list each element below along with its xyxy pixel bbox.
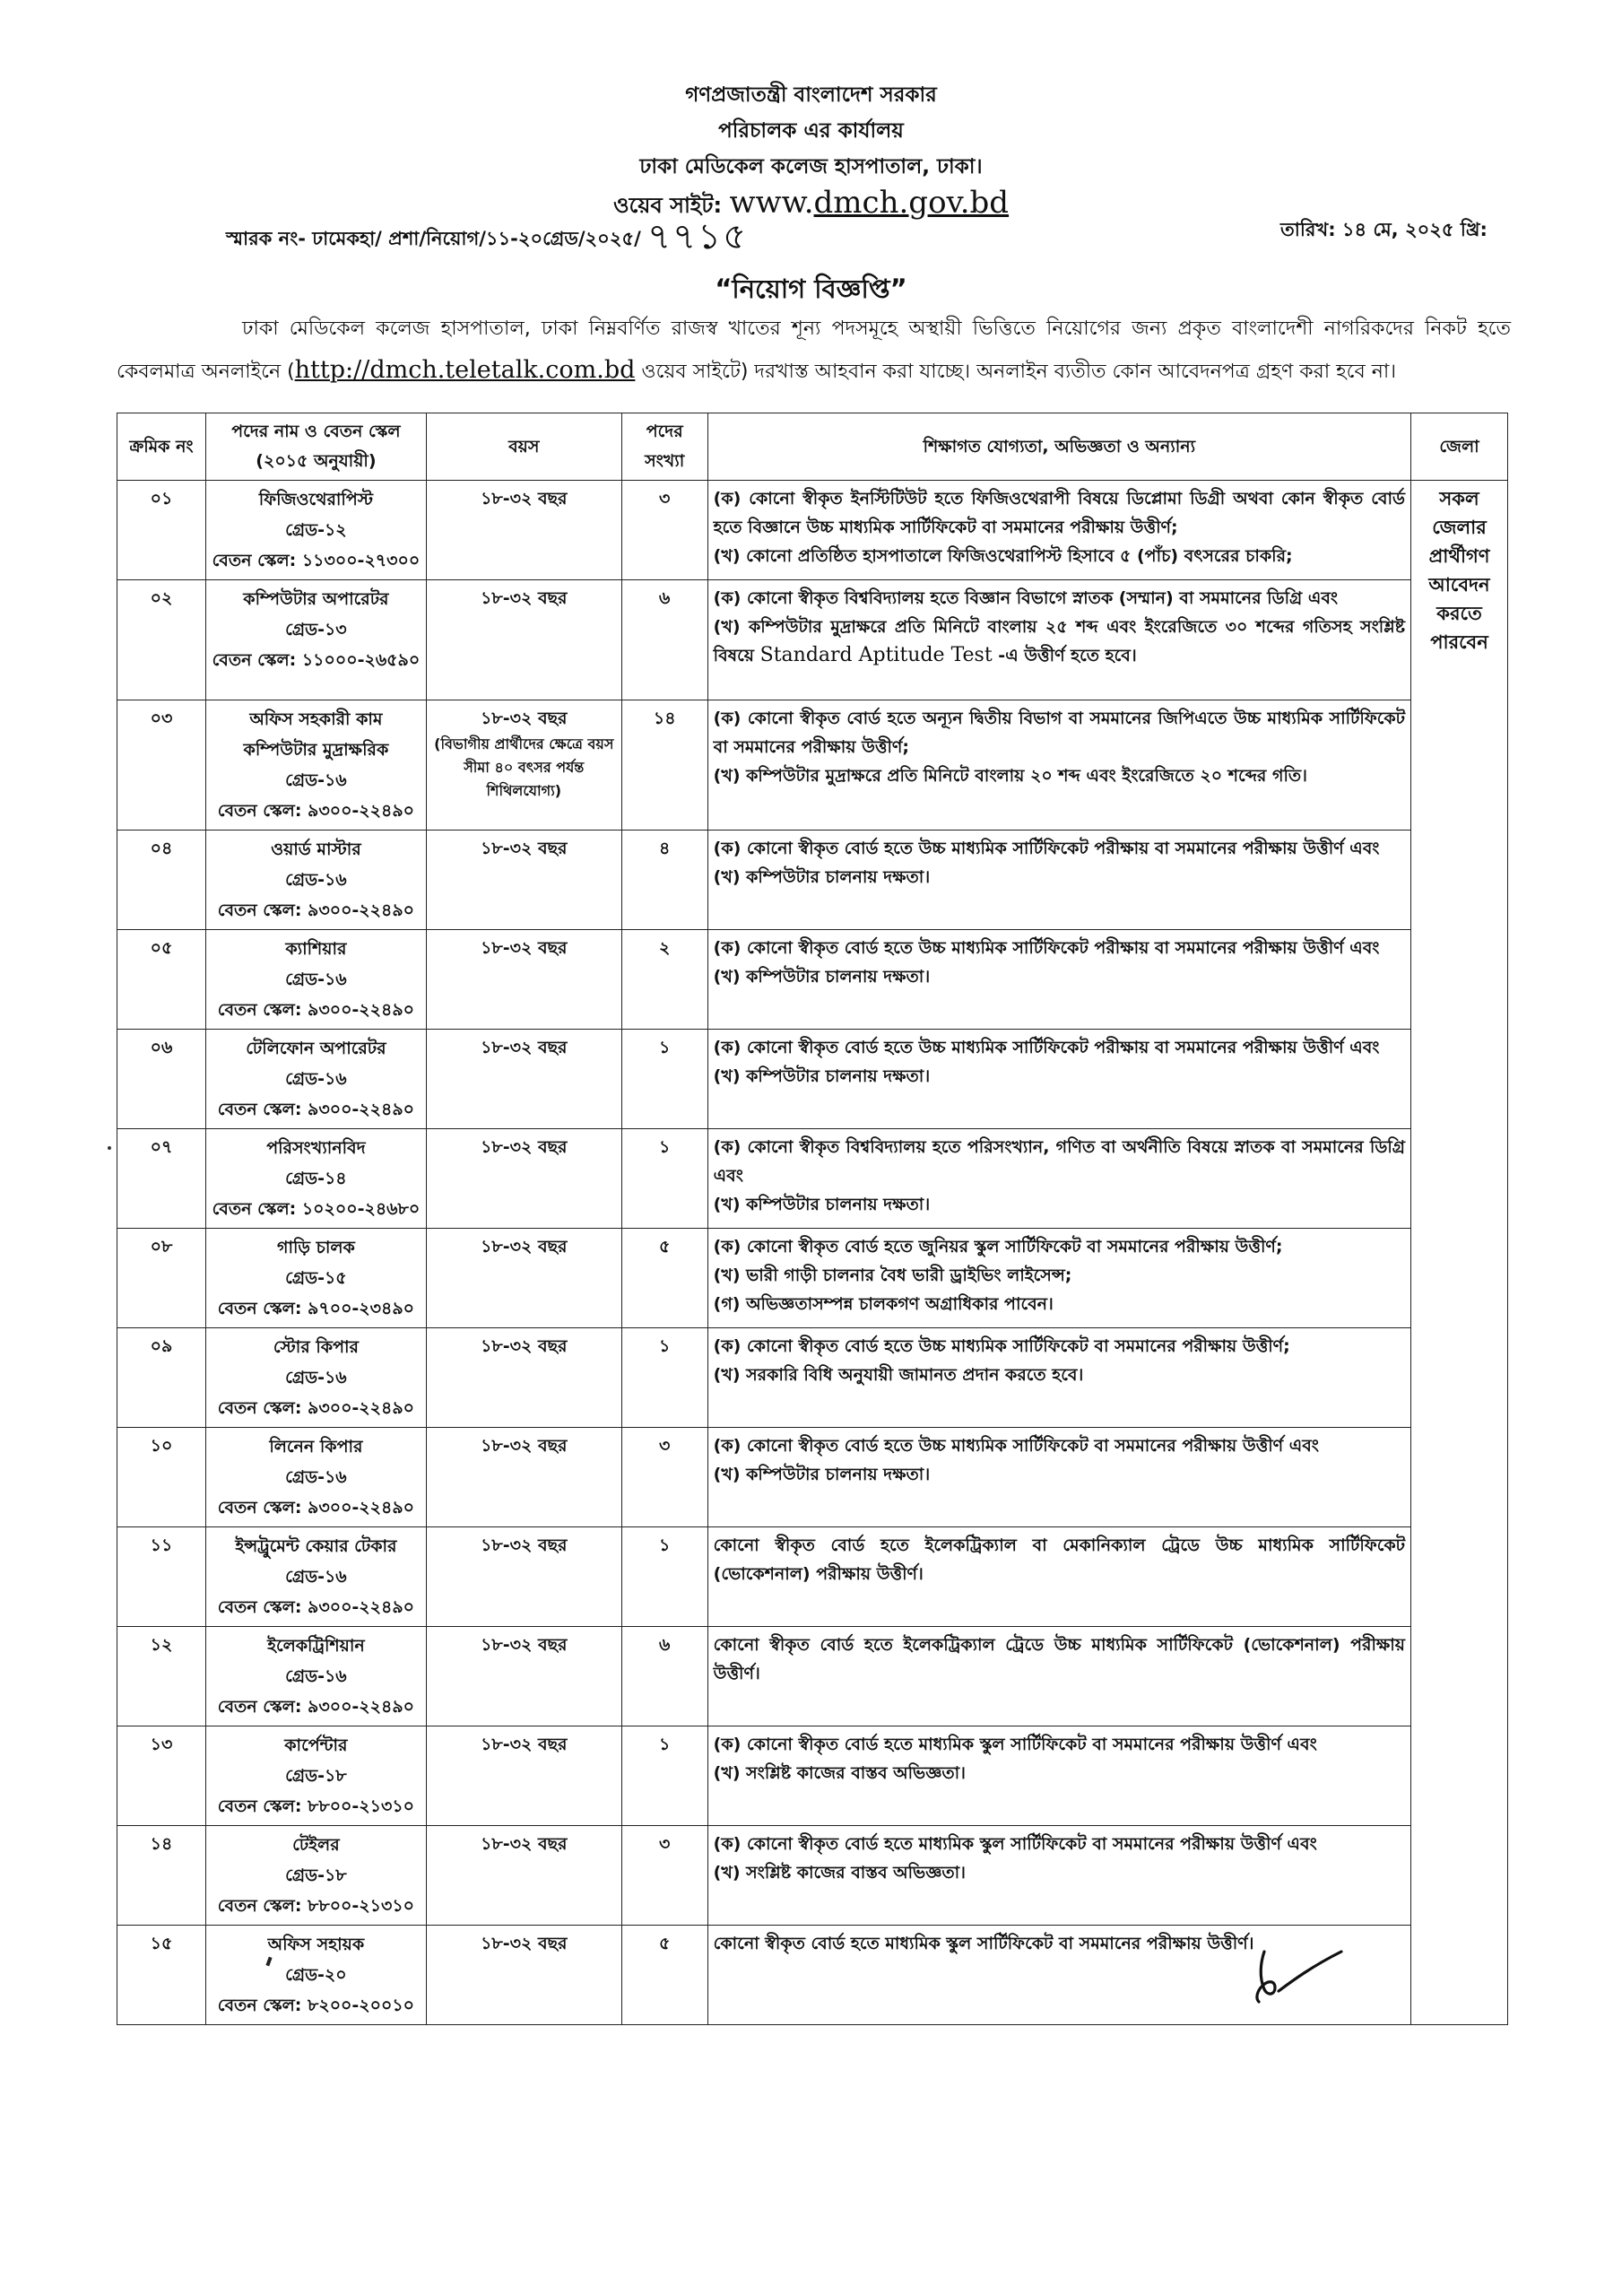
post-cell [205,1030,426,1129]
vacancy-table [117,413,1508,2025]
post-name: টেলিফোন অপারেটর [246,1039,386,1058]
post-count-cell: ৩ [621,1826,707,1926]
qualification-line: (খ) সংশ্লিষ্ট কাজের বাস্তব অভিজ্ঞতা। [713,1763,966,1783]
age-cell [426,1726,621,1826]
post-count-cell: ১ [621,1527,707,1627]
qualification-line: কোনো স্বীকৃত বোর্ড হতে ইলেকট্রিক্যাল ট্রেডে উচ্চ মাধ্যমিক সার্টিফিকেট (ভোকেশনাল) পরীক্ষায় উত্তীর্ণ। [713,1635,1405,1683]
qualification-cell [707,1030,1410,1129]
intro-part2: ওয়েব সাইটে) দরখাস্ত আহবান করা যাচ্ছে। অনলাইন ব্যতীত কোন আবেদনপত্র গ্রহণ করা হবে না। [635,361,1397,383]
table-row [117,1030,1508,1129]
qualification-text: (খ) কম্পিউটার মুদ্রাক্ষরে প্রতি মিনিটে বাংলায় ২৫ শব্দ এবং ইংরেজিতে ৩০ শব্দের গতিসহ সংশ্লিষ্ট বিষয়ে [713,617,1405,665]
qualification-cell [707,1129,1410,1229]
post-grade: গ্রেড-১৪ [285,1169,347,1188]
age-cell [426,1328,621,1428]
header-qualification: শিক্ষাগত যোগ্যতা, অভিজ্ঞতা ও অন্যান্য [707,413,1410,481]
post-grade: গ্রেড-১৬ [285,770,347,790]
qualification-line: (খ) কম্পিউটার চালনায় দক্ষতা। [713,967,931,987]
pay-scale: বেতন স্কেল: ৯৩০০-২২৪৯০ [217,1398,415,1418]
qualification-line: (ক) কোনো স্বীকৃত ইনস্টিটিউট হতে ফিজিওথেরাপী বিষয়ে ডিপ্লোমা ডিগ্রী অথবা কোন স্বীকৃত বোর্ড হতে বিজ্ঞানে উচ্চ মাধ্যমিক সার্টিফিকেট বা সমমানের পরীক্ষায় উত্তীর্ণ; [713,489,1405,537]
serial-cell: ০৫ [117,930,206,1030]
pay-scale: বেতন স্কেল: ৯৩০০-২২৪৯০ [217,1597,415,1617]
serial-cell: ০৭ [117,1129,206,1229]
table-row [117,1428,1508,1527]
post-cell [205,1229,426,1328]
qualification-cell [707,700,1410,831]
post-count-cell: ৪ [621,831,707,930]
age-range: ১৮-৩২ বছর [481,839,568,858]
serial-cell: ১৫ [117,1926,206,2025]
qualification-line: (গ) অভিজ্ঞতাসম্পন্ন চালকগণ অগ্রাধিকার পাবেন। [713,1294,1054,1314]
post-name: ওয়ার্ড মাস্টার [271,839,361,859]
qualification-line: (খ) ভারী গাড়ী চালনার বৈধ ভারী ড্রাইভিং লাইসেন্স; [713,1265,1072,1285]
serial-cell: ০৩ [117,700,206,831]
age-cell [426,1826,621,1926]
table-row [117,1129,1508,1229]
post-grade: গ্রেড-১৩ [285,620,347,639]
age-range: ১৮-৩২ বছর [481,1735,568,1754]
age-cell [426,700,621,831]
post-grade: গ্রেড-১৬ [285,870,347,890]
website-domain: dmch.gov.bd [813,185,1010,221]
age-range: ১৮-৩২ বছর [481,1934,568,1953]
age-cell [426,1030,621,1129]
header-age: বয়স [426,413,621,481]
post-count-cell: ২ [621,930,707,1030]
post-name: ইন্সট্রুমেন্ট কেয়ার টেকার [235,1536,397,1556]
post-count-cell: ১ [621,1030,707,1129]
table-row [117,700,1508,831]
age-cell [426,1627,621,1726]
age-range: ১৮-৩২ বছর [481,1038,568,1057]
qualification-cell [707,1328,1410,1428]
qualification-line: (খ) সংশ্লিষ্ট কাজের বাস্তব অভিজ্ঞতা। [713,1863,966,1883]
qualification-line: (ক) কোনো স্বীকৃত বিশ্ববিদ্যালয় হতে বিজ্ঞান বিভাগে স্নাতক (সম্মান) বা সমমানের ডিগ্রি এবং [713,588,1339,608]
qualification-line: (খ) কম্পিউটার চালনায় দক্ষতা। [713,1195,931,1214]
serial-cell: ০২ [117,580,206,700]
post-grade: গ্রেড-১৬ [285,970,347,989]
post-cell [205,930,426,1030]
qualification-line: (খ) কোনো প্রতিষ্ঠিত হাসপাতালে ফিজিওথেরাপিস্ট হিসাবে ৫ (পাঁচ) বৎসরের চাকরি; [713,546,1293,566]
post-name: ফিজিওথেরাপিস্ট [258,490,373,509]
qualification-cell [707,1726,1410,1826]
table-header-row [117,413,1508,481]
post-grade: গ্রেড-১৬ [285,1567,347,1587]
age-cell [426,1926,621,2025]
header-post: পদের নাম ও বেতন স্কেল (২০১৫ অনুযায়ী) [205,413,426,481]
intro-paragraph [117,309,1511,393]
age-range: ১৮-৩২ বছর [481,588,568,608]
office-name: পরিচালক এর কার্যালয় [718,119,904,143]
qualification-line: (ক) কোনো স্বীকৃত বোর্ড হতে উচ্চ মাধ্যমিক সার্টিফিকেট বা সমমানের পরীক্ষায় উত্তীর্ণ; [713,1336,1290,1356]
post-cell [205,1428,426,1527]
qualification-line: কোনো স্বীকৃত বোর্ড হতে মাধ্যমিক স্কুল সার্টিফিকেট বা সমমানের পরীক্ষায় উত্তীর্ণ। [713,1934,1254,1953]
age-range: ১৮-৩২ বছর [481,1535,568,1555]
post-name: টেইলর [292,1835,340,1855]
age-range: ১৮-৩২ বছর [481,1834,568,1854]
table-row [117,831,1508,930]
post-cell [205,481,426,580]
post-name: লিনেন কিপার [269,1437,363,1457]
post-grade: গ্রেড-১৫ [285,1268,347,1288]
age-range: ১৮-৩২ বছর [481,1436,568,1456]
qualification-line: (ক) কোনো স্বীকৃত বোর্ড হতে মাধ্যমিক স্কুল সার্টিফিকেট বা সমমানের পরীক্ষায় উত্তীর্ণ এবং [713,1735,1317,1754]
serial-cell: ০১ [117,481,206,580]
post-count-cell: ৩ [621,481,707,580]
table-row [117,930,1508,1030]
post-count-cell: ৫ [621,1229,707,1328]
age-cell [426,1229,621,1328]
govt-name: গণপ্রজাতন্ত্রী বাংলাদেশ সরকার [685,83,937,107]
serial-cell: ১০ [117,1428,206,1527]
post-count-cell: ১৪ [621,700,707,831]
post-name: অফিস সহকারী কাম কম্পিউটার মুদ্রাক্ষরিক [243,709,389,760]
table-row [117,1229,1508,1328]
post-cell [205,580,426,700]
post-grade: গ্রেড-১৬ [285,1666,347,1686]
age-relaxation-note: (বিভাগীয় প্রার্থীদের ক্ষেত্রে বয়স সীমা ৪০ বৎসর পর্যন্ত শিথিলযোগ্য) [434,735,614,799]
post-cell [205,700,426,831]
post-count-cell: ৩ [621,1428,707,1527]
age-cell [426,1129,621,1229]
post-cell [205,1926,426,2025]
post-cell [205,1826,426,1926]
qualification-line: (খ) সরকারি বিধি অনুযায়ী জামানত প্রদান করতে হবে। [713,1365,1084,1385]
post-grade: গ্রেড-১৬ [285,1368,347,1387]
post-cell [205,1129,426,1229]
qualification-line [714,613,1405,670]
post-name: অফিস সহায়ক [267,1935,365,1954]
qualification-line: (খ) কম্পিউটার চালনায় দক্ষতা। [713,1066,931,1086]
post-name: গাড়ি চালক [277,1238,355,1257]
age-range: ১৮-৩২ বছর [481,1137,568,1157]
qualification-tail: -এ উত্তীর্ণ হতে হবে। [992,646,1137,665]
post-grade: গ্রেড-১২ [285,520,347,540]
aptitude-test-name: Standard Aptitude Test [759,644,993,666]
pay-scale: বেতন স্কেল: ১১৩০০-২৭৩০০ [212,551,421,570]
date-label: তারিখ: [1280,219,1336,240]
serial-cell: ০৮ [117,1229,206,1328]
application-link[interactable]: http://dmch.teletalk.com.bd [294,356,636,384]
age-cell [426,580,621,700]
post-cell [205,1726,426,1826]
website-url [729,185,1009,221]
hospital-name: ঢাকা মেডিকেল কলেজ হাসপাতাল, ঢাকা। [639,155,983,178]
notice-date [1280,215,1488,247]
qualification-line: (ক) কোনো স্বীকৃত বিশ্ববিদ্যালয় হতে পরিসংখ্যান, গণিত বা অর্থনীতি বিষয়ে স্নাতক বা সমমানের ডিগ্রি এবং [713,1137,1405,1186]
pay-scale: বেতন স্কেল: ৯৩০০-২২৪৯০ [217,801,415,821]
qualification-cell [707,1527,1410,1627]
qualification-line: (ক) কোনো স্বীকৃত বোর্ড হতে জুনিয়র স্কুল সার্টিফিকেট বা সমমানের পরীক্ষায় উত্তীর্ণ; [713,1237,1283,1257]
post-grade: গ্রেড-১৮ [285,1866,347,1885]
memo-handwritten-number: ৭৭১৫ [647,216,749,257]
serial-cell: ০৬ [117,1030,206,1129]
age-cell [426,481,621,580]
pay-scale: বেতন স্কেল: ৯৭০০-২৩৪৯০ [217,1299,415,1318]
post-count-cell: ৫ [621,1926,707,2025]
header-serial: ক্রমিক নং [117,413,206,481]
serial-cell: ১৩ [117,1726,206,1826]
qualification-line: (ক) কোনো স্বীকৃত বোর্ড হতে উচ্চ মাধ্যমিক সার্টিফিকেট পরীক্ষায় বা সমমানের পরীক্ষায় উত্তীর্ণ এবং [713,839,1380,858]
qualification-line: (খ) কম্পিউটার চালনায় দক্ষতা। [713,867,931,887]
qualification-line: (ক) কোনো স্বীকৃত বোর্ড হতে অন্যূন দ্বিতীয় বিভাগ বা সমমানের জিপিএতে উচ্চ মাধ্যমিক সার্টিফিকেট বা সমমানের পরীক্ষায় উত্তীর্ণ; [713,709,1405,757]
qualification-cell [707,1627,1410,1726]
pay-scale: বেতন স্কেল: ৮৮০০-২১৩১০ [217,1896,415,1916]
table-row [117,1328,1508,1428]
post-count-cell: ১ [621,1129,707,1229]
age-range: ১৮-৩২ বছর [481,1237,568,1257]
qualification-cell [707,481,1410,580]
serial-cell: ১১ [117,1527,206,1627]
website-prefix: www. [729,185,814,221]
serial-cell: ০৪ [117,831,206,930]
serial-cell: ০৯ [117,1328,206,1428]
age-cell [426,831,621,930]
qualification-line: (খ) কম্পিউটার মুদ্রাক্ষরে প্রতি মিনিটে বাংলায় ২০ শব্দ এবং ইংরেজিতে ২০ শব্দের গতি। [713,766,1307,786]
table-row [117,580,1508,700]
age-cell [426,1428,621,1527]
table-row [117,1527,1508,1627]
memo-number [226,208,748,268]
post-name: পরিসংখ্যানবিদ [266,1138,366,1158]
qualification-line: (ক) কোনো স্বীকৃত বোর্ড হতে উচ্চ মাধ্যমিক সার্টিফিকেট পরীক্ষায় বা সমমানের পরীক্ষায় উত্তীর্ণ এবং [713,1038,1380,1057]
qualification-cell [707,1826,1410,1926]
pay-scale: বেতন স্কেল: ৮৮০০-২১৩১০ [217,1796,415,1816]
date-value: ১৪ মে, ২০২৫ খ্রি: [1341,219,1488,240]
letterhead [0,77,1622,223]
pay-scale: বেতন স্কেল: ৯৩০০-২২৪৯০ [217,1000,415,1020]
age-range: ১৮-৩২ বছর [481,489,568,509]
table-row [117,1826,1508,1926]
notice-title: “নিয়োগ বিজ্ঞপ্তি” [715,274,907,304]
pay-scale: বেতন স্কেল: ৮২০০-২০০১০ [217,1996,415,2015]
qualification-line: (ক) কোনো স্বীকৃত বোর্ড হতে উচ্চ মাধ্যমিক সার্টিফিকেট বা সমমানের পরীক্ষায় উত্তীর্ণ এবং [713,1436,1319,1456]
post-count-cell: ১ [621,1726,707,1826]
table-row [117,1726,1508,1826]
post-name: কার্পেন্টার [284,1735,348,1755]
scan-speck [108,1146,111,1150]
post-grade: গ্রেড-২০ [285,1965,347,1985]
memo-text: স্মারক নং- ঢামেকহা/ প্রশা/নিয়োগ/১১-২০গ্রেড/২০২৫/ [226,228,641,249]
pay-scale: বেতন স্কেল: ৯৩০০-২২৪৯০ [217,1697,415,1717]
pay-scale: বেতন স্কেল: ৯৩০০-২২৪৯০ [217,1100,415,1119]
post-cell [205,831,426,930]
qualification-cell [707,1229,1410,1328]
post-grade: গ্রেড-১৬ [285,1069,347,1089]
age-range: ১৮-৩২ বছর [481,938,568,958]
post-count-cell: ৬ [621,1627,707,1726]
website-label: ওয়েব সাইট: [612,193,723,218]
qualification-cell [707,1428,1410,1527]
age-range: ১৮-৩২ বছর [481,1336,568,1356]
district-cell: সকল জেলার প্রার্থীগণ আবেদন করতে পারবেন [1411,481,1508,2025]
intro-part1: ঢাকা মেডিকেল কলেজ হাসপাতাল, ঢাকা নিম্নবর্ণিত রাজস্ব খাতের শূন্য পদসমূহে অস্থায়ী ভিত্তিতে নিয়োগের জন্য প্রকৃত বাংলাদেশী নাগরিকদের নিকট হতে কেবলমাত্র অনলাইনে ( [117,317,1511,383]
post-name: স্টোর কিপার [273,1337,359,1357]
pay-scale: বেতন স্কেল: ৯৩০০-২২৪৯০ [217,900,415,920]
header-district: জেলা [1411,413,1508,481]
table-row [117,481,1508,580]
post-count-cell: ১ [621,1328,707,1428]
qualification-cell [707,930,1410,1030]
pay-scale: বেতন স্কেল: ৯৩০০-২২৪৯০ [217,1498,415,1518]
serial-cell: ১২ [117,1627,206,1726]
post-grade: গ্রেড-১৮ [285,1766,347,1786]
age-range: ১৮-৩২ বছর [481,1635,568,1655]
qualification-line: (ক) কোনো স্বীকৃত বোর্ড হতে উচ্চ মাধ্যমিক সার্টিফিকেট পরীক্ষায় বা সমমানের পরীক্ষায় উত্তীর্ণ এবং [713,938,1380,958]
age-range: ১৮-৩২ বছর [481,709,568,728]
post-name: ইলেকট্রিশিয়ান [267,1636,365,1656]
post-cell [205,1627,426,1726]
post-count-cell: ৬ [621,580,707,700]
post-cell [205,1527,426,1627]
pay-scale: বেতন স্কেল: ১১০০০-২৬৫৯০ [212,650,421,670]
age-cell [426,1527,621,1627]
age-cell [426,930,621,1030]
qualification-cell [707,831,1410,930]
serial-cell: ১৪ [117,1826,206,1926]
qualification-line: কোনো স্বীকৃত বোর্ড হতে ইলেকট্রিক্যাল বা মেকানিক্যাল ট্রেডে উচ্চ মাধ্যমিক সার্টিফিকেট (ভোকেশনাল) পরীক্ষায় উত্তীর্ণ। [713,1535,1405,1584]
post-name: ক্যাশিয়ার [285,939,347,959]
pay-scale: বেতন স্কেল: ১০২০০-২৪৬৮০ [212,1199,421,1219]
post-grade: গ্রেড-১৬ [285,1467,347,1487]
post-name: কম্পিউটার অপারেটর [243,589,389,609]
post-cell [205,1328,426,1428]
header-count: পদের সংখ্যা [621,413,707,481]
signature [1248,1944,1347,2007]
table-row [117,1627,1508,1726]
table-body [117,481,1508,2025]
qualification-cell [707,580,1410,700]
qualification-line: (ক) কোনো স্বীকৃত বোর্ড হতে মাধ্যমিক স্কুল সার্টিফিকেট বা সমমানের পরীক্ষায় উত্তীর্ণ এবং [713,1834,1317,1854]
qualification-line: (খ) কম্পিউটার চালনায় দক্ষতা। [713,1465,931,1484]
